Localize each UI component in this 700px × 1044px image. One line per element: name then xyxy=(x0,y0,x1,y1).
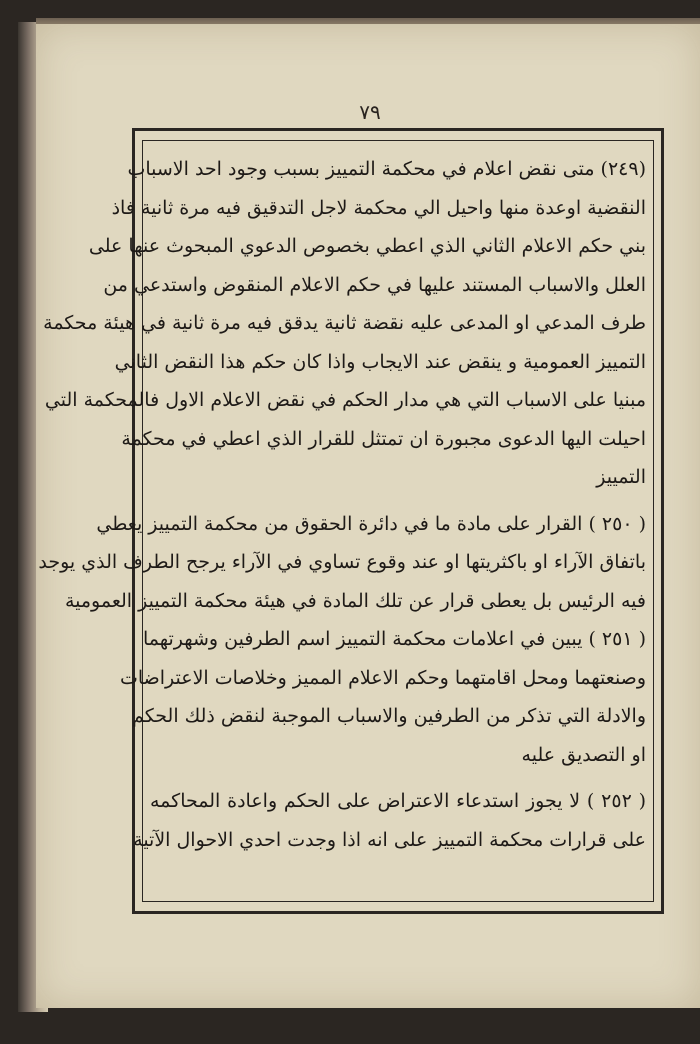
paragraph-249 xyxy=(43,150,646,497)
text-line: مبنيا على الاسباب التي هي مدار الحكم في نقض الاعلام الاول فالمحكمة التي xyxy=(44,389,646,411)
text-line: على قرارات محكمة التمييز على انه اذا وجدت احدي الاحوال الآتية xyxy=(133,828,646,851)
text-line: او التصديق عليه xyxy=(521,743,646,766)
text-line: باتفاق الآراء او باكثريتها او عند وقوع تساوي في الآراء يرجح الطرف الذي يوجد xyxy=(38,551,646,573)
text-line: النقضية اوعدة منها واحيل الي محكمة لاجل التدقيق فيه مرة ثانية فاذ xyxy=(111,196,646,219)
text-line: ( ٢٥٢ ) لا يجوز استدعاء الاعتراض على الحكم واعادة المحاكمه xyxy=(150,790,646,812)
paragraph-250 xyxy=(38,505,646,621)
article-text xyxy=(38,150,646,859)
page-number: ٧٩ xyxy=(359,100,381,124)
text-line: والادلة التي تذكر من الطرفين والاسباب الموجبة لنقض ذلك الحكم xyxy=(132,705,646,727)
text-line: التمييز xyxy=(596,466,646,488)
text-line: التمييز العمومية و ينقض عند الايجاب واذا كان حكم هذا النقض الثاني xyxy=(114,350,646,373)
text-line: احيلت اليها الدعوى مجبورة ان تمتثل للقرار الذي اعطي في محكمة xyxy=(121,427,646,450)
paragraph-252 xyxy=(133,782,646,859)
paragraph-251 xyxy=(119,620,646,774)
text-line: وصنعتهما ومحل اقامتهما وحكم الاعلام المميز وخلاصات الاعتراضات xyxy=(119,666,646,689)
text-line: ( ٢٥٠ ) القرار على مادة ما في دائرة الحقوق من محكمة التمييز يعطي xyxy=(96,512,646,535)
text-line: العلل والاسباب المستند عليها في حكم الاعلام المنقوض واستدعي من xyxy=(103,273,646,296)
text-line: ( ٢٥١ ) يبين في اعلامات محكمة التمييز اسم الطرفين وشهرتهما xyxy=(142,628,646,650)
text-line: (٢٤٩) متى نقض اعلام في محكمة التمييز بسبب وجود احد الاسباب xyxy=(127,158,646,180)
text-line: بني حكم الاعلام الثاني الذي اعطي بخصوص الدعوي المبحوث عنها على xyxy=(88,235,646,257)
text-line: فيه الرئيس بل يعطى قرار عن تلك المادة في هيئة محكمة التمييز العمومية xyxy=(64,589,646,612)
text-line: طرف المدعي او المدعى عليه نقضة ثانية يدقق فيه مرة ثانية في هيئة محكمة xyxy=(43,312,646,334)
